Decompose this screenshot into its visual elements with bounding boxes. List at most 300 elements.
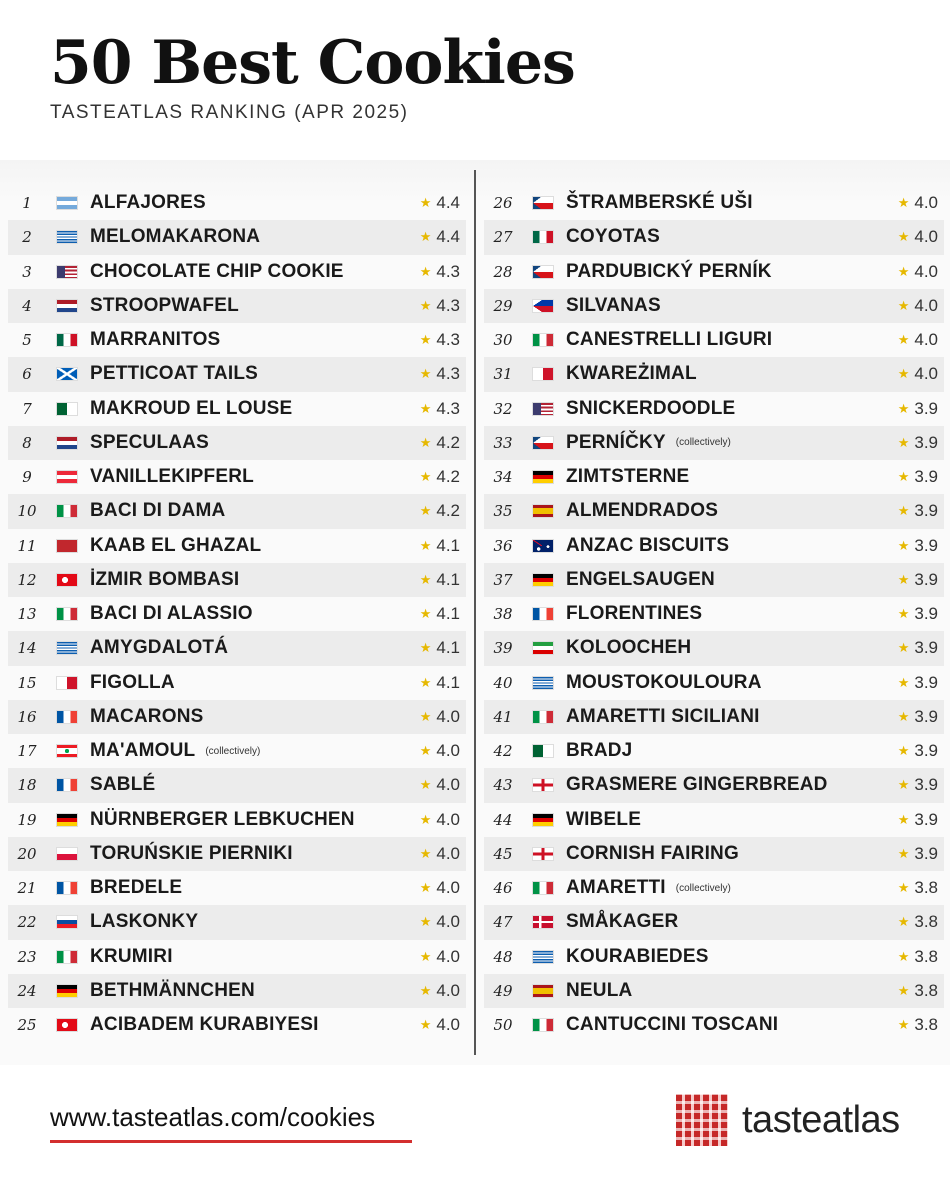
rating-value: 4.4 [436, 193, 460, 213]
star-icon: ★ [419, 880, 432, 896]
italy-flag-icon [532, 881, 554, 895]
cookie-name: AMARETTI SICILIANI [566, 705, 760, 727]
ranking-row[interactable] [8, 837, 466, 871]
ranking-row[interactable] [8, 631, 466, 665]
cookie-name: BREDELE [90, 877, 183, 899]
rating-score [898, 323, 938, 357]
cookie-name: SPECULAAS [90, 431, 209, 453]
star-icon: ★ [419, 537, 432, 553]
rating-score [898, 837, 938, 871]
ranking-row[interactable] [8, 563, 466, 597]
rating-value: 3.9 [914, 398, 938, 418]
scotland-flag-icon [56, 367, 78, 381]
ranking-row[interactable] [8, 803, 466, 837]
star-icon: ★ [419, 263, 432, 279]
rating-score [420, 803, 460, 837]
ranking-row[interactable] [484, 837, 944, 871]
rating-value: 3.9 [914, 638, 938, 658]
checkered-logo-icon [676, 1094, 728, 1146]
france-flag-icon [56, 778, 78, 792]
ranking-row[interactable] [484, 871, 944, 905]
italy-flag-icon [532, 1018, 554, 1032]
rating-value: 3.9 [914, 535, 938, 555]
rating-score [420, 905, 460, 939]
ranking-row[interactable] [8, 734, 466, 768]
cookie-name: TORUŃSKIE PIERNIKI [90, 842, 293, 864]
star-icon: ★ [897, 948, 910, 964]
rank-number: 8 [22, 433, 32, 452]
rank-number: 26 [493, 194, 513, 213]
netherlands-flag-icon [56, 299, 78, 313]
star-icon: ★ [419, 571, 432, 587]
rating-score [420, 940, 460, 974]
rating-value: 3.8 [914, 912, 938, 932]
star-icon: ★ [419, 948, 432, 964]
rating-score [420, 837, 460, 871]
cookie-name: KAAB EL GHAZAL [90, 534, 262, 556]
greece-flag-icon [532, 676, 554, 690]
star-icon: ★ [897, 263, 910, 279]
rating-score [898, 529, 938, 563]
cookie-name: ŠTRAMBERSKÉ UŠI [566, 192, 753, 214]
star-icon: ★ [897, 469, 910, 485]
ranking-row[interactable] [8, 460, 466, 494]
rank-number: 50 [493, 1016, 513, 1035]
logo-wordmark: tasteatlas [742, 1098, 900, 1141]
rank-number: 7 [22, 399, 32, 418]
cookie-name: CHOCOLATE CHIP COOKIE [90, 260, 344, 282]
germany-flag-icon [56, 813, 78, 827]
cookie-name: NÜRNBERGER LEBKUCHEN [90, 808, 355, 830]
star-icon: ★ [419, 229, 432, 245]
star-icon: ★ [897, 400, 910, 416]
rank-number: 18 [17, 776, 37, 795]
rank-number: 25 [17, 1016, 37, 1035]
cookie-name: CORNISH FAIRING [566, 842, 739, 864]
rank-number: 32 [493, 399, 513, 418]
rank-number: 33 [493, 433, 513, 452]
star-icon: ★ [419, 845, 432, 861]
rank-number: 22 [17, 913, 37, 932]
star-icon: ★ [897, 880, 910, 896]
denmark-flag-icon [532, 915, 554, 929]
star-icon: ★ [419, 434, 432, 450]
mexico-flag-icon [532, 230, 554, 244]
algeria-flag-icon [532, 744, 554, 758]
rating-score [420, 426, 460, 460]
ranking-row[interactable] [484, 323, 944, 357]
england-flag-icon [532, 847, 554, 861]
rating-value: 3.8 [914, 1015, 938, 1035]
star-icon: ★ [419, 674, 432, 690]
italy-flag-icon [56, 607, 78, 621]
rating-value: 4.1 [436, 535, 460, 555]
greece-flag-icon [56, 230, 78, 244]
cookie-name: BACI DI DAMA [90, 500, 226, 522]
rating-score [898, 563, 938, 597]
rating-value: 4.1 [436, 569, 460, 589]
rating-value: 4.2 [436, 432, 460, 452]
ranking-row[interactable] [8, 529, 466, 563]
ranking-row[interactable] [8, 357, 466, 391]
rating-score [898, 768, 938, 802]
rank-number: 36 [493, 536, 513, 555]
rating-score [898, 631, 938, 665]
malta-flag-icon [56, 676, 78, 690]
ranking-row[interactable] [8, 974, 466, 1008]
tasteatlas-logo[interactable] [676, 1094, 900, 1146]
rank-number: 1 [22, 194, 32, 213]
star-icon: ★ [897, 571, 910, 587]
star-icon: ★ [897, 845, 910, 861]
rank-number: 34 [493, 468, 513, 487]
rating-value: 4.2 [436, 501, 460, 521]
rank-number: 40 [493, 673, 513, 692]
cookie-name: ANZAC BISCUITS [566, 534, 730, 556]
malta-flag-icon [532, 367, 554, 381]
rating-score [898, 597, 938, 631]
rating-score [898, 289, 938, 323]
rating-value: 3.9 [914, 432, 938, 452]
cookie-name: MELOMAKARONA [90, 226, 261, 248]
rating-score [420, 666, 460, 700]
cookie-name: PETTICOAT TAILS [90, 363, 259, 385]
star-icon: ★ [897, 606, 910, 622]
greece-flag-icon [56, 641, 78, 655]
cookie-name: WIBELE [566, 808, 642, 830]
rating-value: 3.9 [914, 569, 938, 589]
cookie-name: KOURABIEDES [566, 945, 709, 967]
england-flag-icon [532, 778, 554, 792]
rank-number: 43 [493, 776, 513, 795]
cookie-name: KOLOOCHEH [566, 637, 692, 659]
ranking-row[interactable] [484, 494, 944, 528]
cookie-note: (collectively) [675, 882, 731, 894]
ranking-row[interactable] [484, 597, 944, 631]
ranking-row[interactable] [484, 940, 944, 974]
header [50, 28, 575, 124]
ranking-row[interactable] [8, 289, 466, 323]
star-icon: ★ [897, 332, 910, 348]
rank-number: 17 [17, 742, 37, 761]
usa-flag-icon [56, 265, 78, 279]
star-icon: ★ [419, 400, 432, 416]
rating-score [898, 666, 938, 700]
rating-score [898, 1008, 938, 1042]
ranking-column-left [8, 186, 466, 1042]
rating-value: 4.3 [436, 295, 460, 315]
rank-number: 47 [493, 913, 513, 932]
ranking-row[interactable] [484, 905, 944, 939]
cookie-name: PERNÍČKY [566, 431, 666, 453]
ranking-row[interactable] [484, 289, 944, 323]
france-flag-icon [56, 881, 78, 895]
star-icon: ★ [419, 469, 432, 485]
cookie-name: MARRANITOS [90, 329, 221, 351]
ranking-row[interactable] [8, 186, 466, 220]
ranking-row[interactable] [484, 803, 944, 837]
rating-value: 4.0 [436, 741, 460, 761]
rating-score [898, 905, 938, 939]
cookie-name: COYOTAS [566, 226, 660, 248]
rating-value: 3.9 [914, 809, 938, 829]
rating-score [420, 563, 460, 597]
cookie-name: ZIMTSTERNE [566, 466, 690, 488]
star-icon: ★ [897, 297, 910, 313]
rank-number: 12 [17, 570, 37, 589]
rank-number: 49 [493, 981, 513, 1000]
star-icon: ★ [897, 195, 910, 211]
france-flag-icon [532, 607, 554, 621]
rating-value: 4.2 [436, 467, 460, 487]
ranking-row[interactable] [8, 392, 466, 426]
rank-number: 24 [17, 981, 37, 1000]
ranking-row[interactable] [8, 1008, 466, 1042]
rating-value: 3.9 [914, 843, 938, 863]
rating-score [898, 426, 938, 460]
rating-value: 3.8 [914, 980, 938, 1000]
cookie-name: KWAREŻIMAL [566, 363, 697, 385]
rank-number: 39 [493, 639, 513, 658]
cookie-note: (collectively) [675, 437, 731, 449]
rating-value: 4.0 [914, 227, 938, 247]
italy-flag-icon [532, 333, 554, 347]
rank-number: 45 [493, 844, 513, 863]
czechia-flag-icon [532, 196, 554, 210]
rank-number: 37 [493, 570, 513, 589]
rank-number: 46 [493, 879, 513, 898]
ranking-row[interactable] [484, 392, 944, 426]
rating-value: 4.0 [436, 706, 460, 726]
cookie-name: MA'AMOUL [90, 740, 196, 762]
rank-number: 13 [17, 605, 37, 624]
rating-value: 3.9 [914, 706, 938, 726]
rank-number: 29 [493, 296, 513, 315]
rating-value: 4.3 [436, 364, 460, 384]
rating-value: 4.0 [914, 295, 938, 315]
spain-flag-icon [532, 504, 554, 518]
rating-value: 3.8 [914, 878, 938, 898]
cookie-name: SABLÉ [90, 774, 156, 796]
philippines-flag-icon [532, 299, 554, 313]
czechia-flag-icon [532, 436, 554, 450]
italy-flag-icon [532, 710, 554, 724]
cookie-name: MOUSTOKOULOURA [566, 671, 762, 693]
rank-number: 6 [22, 365, 32, 384]
ranking-row[interactable] [484, 974, 944, 1008]
star-icon: ★ [897, 811, 910, 827]
rating-score [420, 186, 460, 220]
ranking-row[interactable] [484, 255, 944, 289]
rank-number: 2 [22, 228, 32, 247]
rank-number: 15 [17, 673, 37, 692]
ranking-row[interactable] [8, 700, 466, 734]
star-icon: ★ [897, 640, 910, 656]
rating-score [420, 323, 460, 357]
star-icon: ★ [419, 332, 432, 348]
star-icon: ★ [419, 297, 432, 313]
rating-value: 4.0 [436, 1015, 460, 1035]
rating-score [898, 220, 938, 254]
germany-flag-icon [532, 470, 554, 484]
ranking-row[interactable] [8, 323, 466, 357]
ranking-row[interactable] [484, 1008, 944, 1042]
rating-score [898, 700, 938, 734]
ranking-row[interactable] [484, 426, 944, 460]
italy-flag-icon [56, 950, 78, 964]
rating-score [420, 289, 460, 323]
cookie-name: ALMENDRADOS [566, 500, 719, 522]
rank-number: 30 [493, 331, 513, 350]
rank-number: 10 [17, 502, 37, 521]
cookie-name: BRADJ [566, 740, 633, 762]
cookie-name: SNICKERDOODLE [566, 397, 736, 419]
rating-score [420, 871, 460, 905]
usa-flag-icon [532, 402, 554, 416]
column-divider [474, 170, 476, 1055]
ranking-row[interactable] [8, 494, 466, 528]
rank-number: 27 [493, 228, 513, 247]
cookie-name: KRUMIRI [90, 945, 173, 967]
algeria-flag-icon [56, 402, 78, 416]
cookie-name: NEULA [566, 979, 633, 1001]
rank-number: 19 [17, 810, 37, 829]
rating-score [898, 186, 938, 220]
rank-number: 42 [493, 742, 513, 761]
ranking-row[interactable] [484, 186, 944, 220]
rank-number: 21 [17, 879, 37, 898]
germany-flag-icon [532, 573, 554, 587]
ranking-row[interactable] [8, 426, 466, 460]
spain-flag-icon [532, 984, 554, 998]
star-icon: ★ [419, 606, 432, 622]
germany-flag-icon [532, 813, 554, 827]
page-subtitle: TASTEATLAS RANKING (APR 2025) [50, 102, 409, 123]
iran-flag-icon [532, 641, 554, 655]
rating-value: 4.3 [436, 398, 460, 418]
mexico-flag-icon [56, 333, 78, 347]
ranking-row[interactable] [8, 666, 466, 700]
ranking-row[interactable] [484, 768, 944, 802]
cookie-name: LASKONKY [90, 911, 199, 933]
rating-score [420, 974, 460, 1008]
page-title: 50 Best Cookies [50, 28, 575, 98]
rank-number: 9 [22, 468, 32, 487]
rating-value: 4.0 [436, 843, 460, 863]
star-icon: ★ [419, 503, 432, 519]
rank-number: 23 [17, 947, 37, 966]
australia-flag-icon [532, 539, 554, 553]
rating-value: 4.3 [436, 261, 460, 281]
star-icon: ★ [897, 914, 910, 930]
footer-url-link[interactable]: www.tasteatlas.com/cookies [50, 1102, 376, 1132]
ranking-row[interactable] [484, 529, 944, 563]
ranking-row[interactable] [484, 220, 944, 254]
netherlands-flag-icon [56, 436, 78, 450]
ranking-row[interactable] [484, 563, 944, 597]
rating-value: 4.0 [914, 364, 938, 384]
cookie-name: VANILLEKIPFERL [90, 466, 254, 488]
turkey-flag-icon [56, 1018, 78, 1032]
rating-value: 4.0 [436, 980, 460, 1000]
ranking-row[interactable] [8, 597, 466, 631]
rating-score [898, 494, 938, 528]
morocco-flag-icon [56, 539, 78, 553]
cookie-name: AMARETTI [566, 877, 666, 899]
argentina-flag-icon [56, 196, 78, 210]
cookie-note: (collectively) [205, 745, 261, 757]
ranking-row[interactable] [484, 700, 944, 734]
rating-value: 4.0 [914, 261, 938, 281]
ranking-row[interactable] [8, 940, 466, 974]
rating-score [898, 871, 938, 905]
star-icon: ★ [419, 743, 432, 759]
cookie-name: GRASMERE GINGERBREAD [566, 774, 828, 796]
cookie-name: BETHMÄNNCHEN [90, 979, 255, 1001]
rating-score [420, 631, 460, 665]
rating-score [420, 734, 460, 768]
cookie-name: BACI DI ALASSIO [90, 603, 253, 625]
ranking-row[interactable] [484, 631, 944, 665]
ranking-row[interactable] [8, 220, 466, 254]
rating-score [420, 597, 460, 631]
star-icon: ★ [419, 640, 432, 656]
rank-number: 3 [22, 262, 32, 281]
cookie-name: İZMIR BOMBASI [90, 568, 240, 590]
ranking-column-right [484, 186, 944, 1042]
cookie-name: FLORENTINES [566, 603, 703, 625]
ranking-row[interactable] [8, 255, 466, 289]
cookie-name: CANTUCCINI TOSCANI [566, 1014, 779, 1036]
rating-value: 3.9 [914, 775, 938, 795]
star-icon: ★ [419, 195, 432, 211]
rating-value: 4.3 [436, 330, 460, 350]
ranking-row[interactable] [484, 460, 944, 494]
rating-value: 4.0 [436, 809, 460, 829]
star-icon: ★ [419, 777, 432, 793]
rating-score [420, 220, 460, 254]
ranking-row[interactable] [8, 871, 466, 905]
rating-score [898, 392, 938, 426]
ranking-row[interactable] [8, 905, 466, 939]
star-icon: ★ [419, 1017, 432, 1033]
cookie-name: ALFAJORES [90, 192, 206, 214]
ranking-row[interactable] [8, 768, 466, 802]
star-icon: ★ [419, 811, 432, 827]
rating-score [420, 357, 460, 391]
ranking-row[interactable] [484, 734, 944, 768]
france-flag-icon [56, 710, 78, 724]
rating-score [898, 940, 938, 974]
star-icon: ★ [419, 708, 432, 724]
star-icon: ★ [897, 743, 910, 759]
rating-value: 4.1 [436, 672, 460, 692]
rating-value: 4.0 [436, 912, 460, 932]
rank-number: 16 [17, 707, 37, 726]
footer-underline [50, 1140, 412, 1143]
austria-flag-icon [56, 470, 78, 484]
rating-value: 4.0 [914, 330, 938, 350]
cookie-name: ACIBADEM KURABIYESI [90, 1014, 319, 1036]
cookie-name: FIGOLLA [90, 671, 175, 693]
ranking-row[interactable] [484, 357, 944, 391]
rank-number: 38 [493, 605, 513, 624]
ranking-row[interactable] [484, 666, 944, 700]
rank-number: 44 [493, 810, 513, 829]
rating-value: 4.0 [436, 775, 460, 795]
rank-number: 11 [17, 536, 37, 555]
star-icon: ★ [897, 229, 910, 245]
